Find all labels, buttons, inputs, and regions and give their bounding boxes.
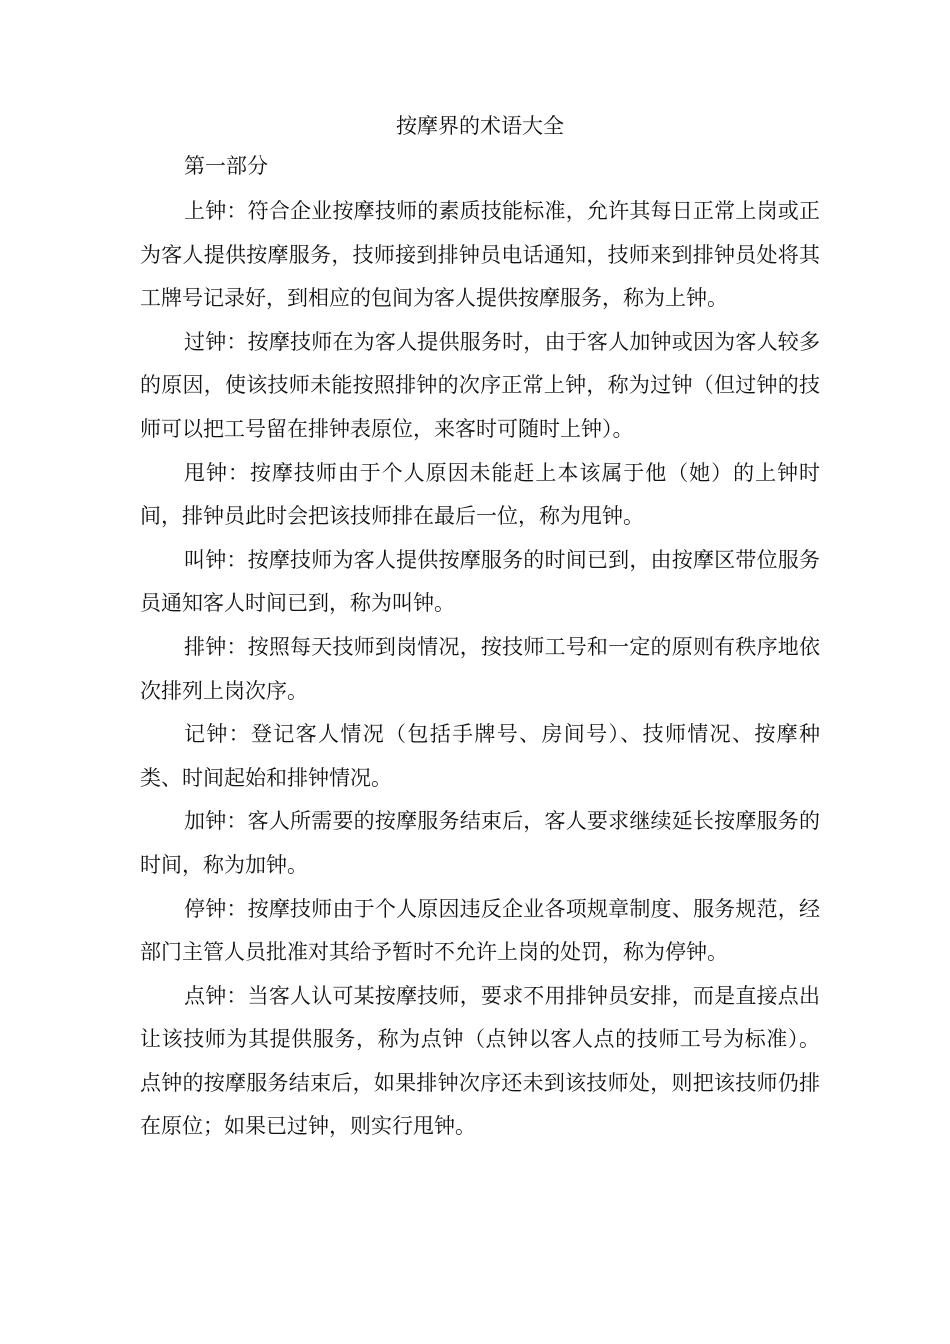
paragraph-shangzhong: 上钟：符合企业按摩技师的素质技能标准，允许其每日正常上岗或正为客人提供按摩服务，技师接到排钟员电话通知，技师来到排钟员处将其工牌号记录好，到相应的包间为客人提供按摩服务，称为上钟。 xyxy=(140,199,820,311)
paragraph-tingzhong: 停钟：按摩技师由于个人原因违反企业各项规章制度、服务规范，经部门主管人员批准对其给予暂时不允许上岗的处罚，称为停钟。 xyxy=(140,896,820,965)
paragraph-guozhong: 过钟：按摩技师在为客人提供服务时，由于客人加钟或因为客人较多的原因，使该技师未能按照排钟的次序正常上钟，称为过钟（但过钟的技师可以把工号留在排钟表原位，来客时可随时上钟）。 xyxy=(140,329,820,441)
paragraph-shuaizhong: 甩钟：按摩技师由于个人原因未能赶上本该属于他（她）的上钟时间，排钟员此时会把该技师排在最后一位，称为甩钟。 xyxy=(140,460,820,529)
section-heading: 第一部分 xyxy=(184,154,268,178)
document-body xyxy=(140,106,820,1149)
paragraph-jiazhong: 加钟：客人所需要的按摩服务结束后，客人要求继续延长按摩服务的时间，称为加钟。 xyxy=(140,809,820,877)
paragraph-dianzhong: 点钟：当客人认可某按摩技师，要求不用排钟员安排，而是直接点出让该技师为其提供服务，称为点钟（点钟以客人点的技师工号为标准）。点钟的按摩服务结束后，如果排钟次序还未到该技师处，则把该技师仍排在原位；如果已过钟，则实行甩钟。 xyxy=(140,983,820,1139)
document-title: 按摩界的术语大全 xyxy=(396,114,564,138)
paragraph-jiaozhong: 叫钟：按摩技师为客人提供按摩服务的时间已到，由按摩区带位服务员通知客人时间已到，称为叫钟。 xyxy=(140,547,820,616)
paragraph-paizhong: 排钟：按照每天技师到岗情况，按技师工号和一定的原则有秩序地依次排列上岗次序。 xyxy=(140,634,820,703)
paragraph-jizhong: 记钟：登记客人情况（包括手牌号、房间号）、技师情况、按摩种类、时间起始和排钟情况。 xyxy=(140,722,820,790)
